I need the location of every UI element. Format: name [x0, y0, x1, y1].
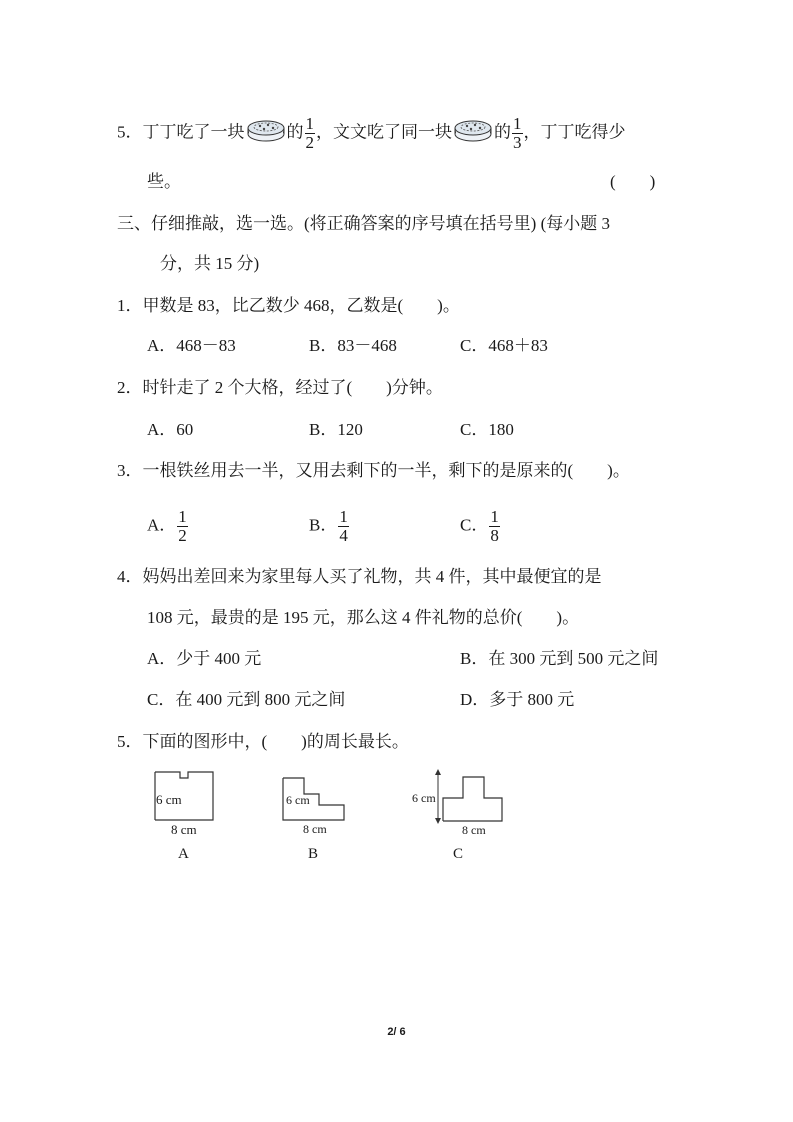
q4-option-d[interactable]: D．多于 800 元 [460, 690, 575, 709]
q4-option-c[interactable]: C．在 400 元到 800 元之间 [147, 690, 346, 709]
q1-option-b[interactable]: B．83－468 [309, 336, 397, 355]
q1-option-c[interactable]: C．468＋83 [460, 336, 548, 355]
fraction: $\frac{1}{8}$ [490, 507, 499, 545]
tf-q5-line1 [117, 115, 626, 152]
q4-option-a[interactable]: A．少于 400 元 [147, 649, 262, 668]
q1-option-a[interactable]: A．468－83 [147, 336, 236, 355]
question-5: 5．下面的图形中，( )的周长最长。 [117, 732, 409, 751]
q4-option-b[interactable]: B．在 300 元到 500 元之间 [460, 649, 659, 668]
fig-b-width-label: 8 cm [303, 822, 327, 836]
q3-option-a[interactable]: A． $\frac{1}{2}$ [147, 507, 187, 545]
fraction-third: $\frac{1}{3}$ [513, 114, 522, 152]
tf-q5-text-b: ，文文吃了同一块 [316, 122, 452, 142]
fig-c-width-label: 8 cm [462, 823, 486, 837]
section-heading: 三、仔细推敲，选一选。(将正确答案的序号填在括号里) (每小题 3 [117, 214, 610, 233]
tf-q5-de2: 的 [494, 122, 511, 142]
fig-a-width-label: 8 cm [171, 822, 197, 837]
q2-option-a[interactable]: A．60 [147, 420, 194, 439]
q2-option-c[interactable]: C．180 [460, 420, 514, 439]
tf-q5-de1: 的 [286, 122, 304, 142]
fraction: $\frac{1}{4}$ [339, 507, 348, 545]
answer-bracket[interactable]: ( ) [610, 172, 656, 191]
question-4: 4．妈妈出差回来为家里每人买了礼物，共 4 件，其中最便宜的是 [117, 567, 602, 586]
q2-option-b[interactable]: B．120 [309, 420, 363, 439]
tf-q5-line2: 些。 [147, 172, 181, 191]
q3-option-c[interactable]: C． $\frac{1}{8}$ [460, 507, 499, 545]
question-1: 1．甲数是 83，比乙数少 468，乙数是( )。 [117, 296, 460, 315]
tf-q5-text-c: ，丁丁吃得少 [523, 122, 626, 142]
figure-c [410, 768, 510, 864]
question-3: 3．一根铁丝用去一半，又用去剩下的一半，剩下的是原来的( )。 [117, 461, 630, 480]
fig-a-height-label: 6 cm [156, 792, 182, 807]
page-number: 2/ 6 [387, 1026, 406, 1038]
q3-option-b[interactable]: B． $\frac{1}{4}$ [309, 507, 348, 545]
fraction-half: $\frac{1}{2}$ [305, 114, 314, 152]
question-2: 2．时针走了 2 个大格，经过了( )分钟。 [117, 378, 443, 397]
question-4-cont: 108 元，最贵的是 195 元，那么这 4 件礼物的总价( )。 [147, 608, 580, 627]
fig-c-name: C [453, 846, 464, 862]
fig-a-name: A [178, 846, 189, 862]
fig-c-height-label: 6 cm [412, 791, 436, 805]
section-heading-cont: 分，共 15 分) [160, 254, 260, 273]
fig-b-height-label: 6 cm [286, 793, 310, 807]
cake-icon [246, 117, 286, 150]
tf-q5-text-a: 5．丁丁吃了一块 [117, 122, 245, 142]
cake-icon [453, 117, 493, 150]
fraction: $\frac{1}{2}$ [178, 507, 187, 545]
fig-b-name: B [308, 846, 319, 862]
figure-b [277, 768, 357, 864]
figure-a [145, 768, 225, 864]
